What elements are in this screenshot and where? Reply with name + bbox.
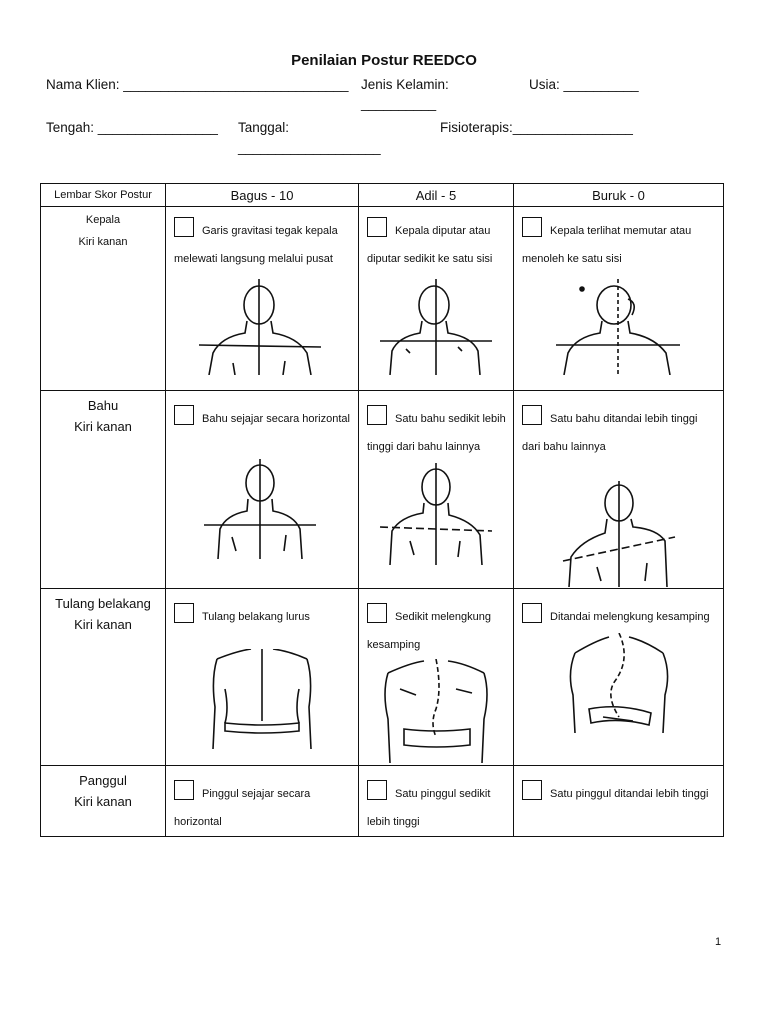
row-label-cell bbox=[41, 391, 166, 589]
option-text: Pinggul sejajar secara horizontal bbox=[174, 788, 311, 828]
option-cell bbox=[359, 391, 514, 589]
option-cell bbox=[166, 766, 359, 837]
option-checkbox[interactable] bbox=[522, 217, 542, 237]
option-text: Ditandai melengkung kesamping bbox=[550, 611, 710, 623]
option-text: Satu bahu ditandai lebih tinggi dari bahu lainnya bbox=[522, 413, 698, 453]
option-text: Kepala terlihat memutar atau menoleh ke satu sisi bbox=[522, 225, 692, 265]
table-row-head bbox=[41, 207, 724, 391]
option-checkbox[interactable] bbox=[367, 780, 387, 800]
option-text: Tulang belakang lurus bbox=[202, 611, 310, 623]
row-sublabel: Kiri kanan bbox=[74, 794, 132, 809]
client-name-field[interactable]: Nama Klien: ______________________________ bbox=[46, 77, 349, 92]
option-text: Satu pinggul ditandai lebih tinggi bbox=[550, 788, 709, 800]
gender-blank[interactable]: __________ bbox=[361, 96, 437, 111]
page-title: Penilaian Postur REEDCO bbox=[291, 52, 477, 69]
option-checkbox[interactable] bbox=[367, 603, 387, 623]
middle-field[interactable]: Tengah: ________________ bbox=[46, 120, 218, 135]
spine-marked-curve-illustration bbox=[563, 633, 675, 733]
option-cell bbox=[166, 207, 359, 391]
option-cell bbox=[514, 766, 724, 837]
date-blank[interactable]: ___________________ bbox=[238, 140, 381, 155]
option-text: Satu pinggul sedikit lebih tinggi bbox=[367, 788, 491, 828]
header-good: Bagus - 10 bbox=[166, 184, 359, 207]
row-sublabel: Kiri kanan bbox=[74, 419, 132, 434]
head-slightly-turned-illustration bbox=[376, 279, 496, 375]
option-cell bbox=[359, 589, 514, 766]
option-cell bbox=[514, 589, 724, 766]
option-checkbox[interactable] bbox=[174, 405, 194, 425]
row-label-cell bbox=[41, 766, 166, 837]
spine-straight-illustration bbox=[207, 649, 317, 749]
header-poor: Buruk - 0 bbox=[514, 184, 724, 207]
table-row-spine bbox=[41, 589, 724, 766]
option-checkbox[interactable] bbox=[522, 405, 542, 425]
option-text: Garis gravitasi tegak kepala melewati langsung melalui pusat bbox=[174, 225, 338, 265]
header-fair: Adil - 5 bbox=[359, 184, 514, 207]
row-sublabel: Kiri kanan bbox=[78, 236, 128, 248]
option-text: Satu bahu sedikit lebih tinggi dari bahu lainnya bbox=[367, 413, 506, 453]
option-cell bbox=[166, 589, 359, 766]
option-checkbox[interactable] bbox=[522, 780, 542, 800]
shoulders-marked-uneven-illustration bbox=[555, 481, 683, 587]
option-checkbox[interactable] bbox=[174, 780, 194, 800]
posture-score-table bbox=[40, 183, 724, 837]
option-cell bbox=[359, 766, 514, 837]
table-row-pelvis bbox=[41, 766, 724, 837]
option-cell bbox=[514, 391, 724, 589]
header-score-sheet: Lembar Skor Postur bbox=[41, 184, 166, 207]
option-checkbox[interactable] bbox=[174, 603, 194, 623]
shoulders-slightly-uneven-illustration bbox=[374, 463, 498, 565]
gender-label: Jenis Kelamin: bbox=[361, 77, 449, 92]
head-straight-illustration bbox=[197, 279, 327, 375]
row-sublabel: Kiri kanan bbox=[74, 617, 132, 632]
page-number: 1 bbox=[715, 936, 722, 948]
option-text: Bahu sejajar secara horizontal bbox=[202, 413, 350, 425]
spine-slight-curve-illustration bbox=[380, 659, 492, 763]
date-label: Tanggal: bbox=[238, 120, 290, 135]
option-checkbox[interactable] bbox=[367, 217, 387, 237]
option-cell bbox=[166, 391, 359, 589]
row-label: Tulang belakang bbox=[55, 596, 151, 611]
option-checkbox[interactable] bbox=[367, 405, 387, 425]
row-label-cell bbox=[41, 207, 166, 391]
shoulders-level-illustration bbox=[202, 459, 322, 559]
table-row-shoulders bbox=[41, 391, 724, 589]
head-turned-illustration bbox=[554, 279, 684, 375]
option-checkbox[interactable] bbox=[174, 217, 194, 237]
option-checkbox[interactable] bbox=[522, 603, 542, 623]
option-cell bbox=[359, 207, 514, 391]
table-header-row bbox=[41, 184, 724, 207]
row-label: Bahu bbox=[87, 398, 119, 413]
option-cell bbox=[514, 207, 724, 391]
option-text: Sedikit melengkung kesamping bbox=[367, 611, 492, 651]
row-label-cell bbox=[41, 589, 166, 766]
row-label: Kepala bbox=[85, 214, 121, 226]
physiotherapist-field[interactable]: Fisioterapis:________________ bbox=[440, 120, 633, 135]
age-field[interactable]: Usia: __________ bbox=[529, 77, 639, 92]
row-label: Panggul bbox=[79, 773, 127, 788]
option-text: Kepala diputar atau diputar sedikit ke satu sisi bbox=[367, 225, 493, 265]
